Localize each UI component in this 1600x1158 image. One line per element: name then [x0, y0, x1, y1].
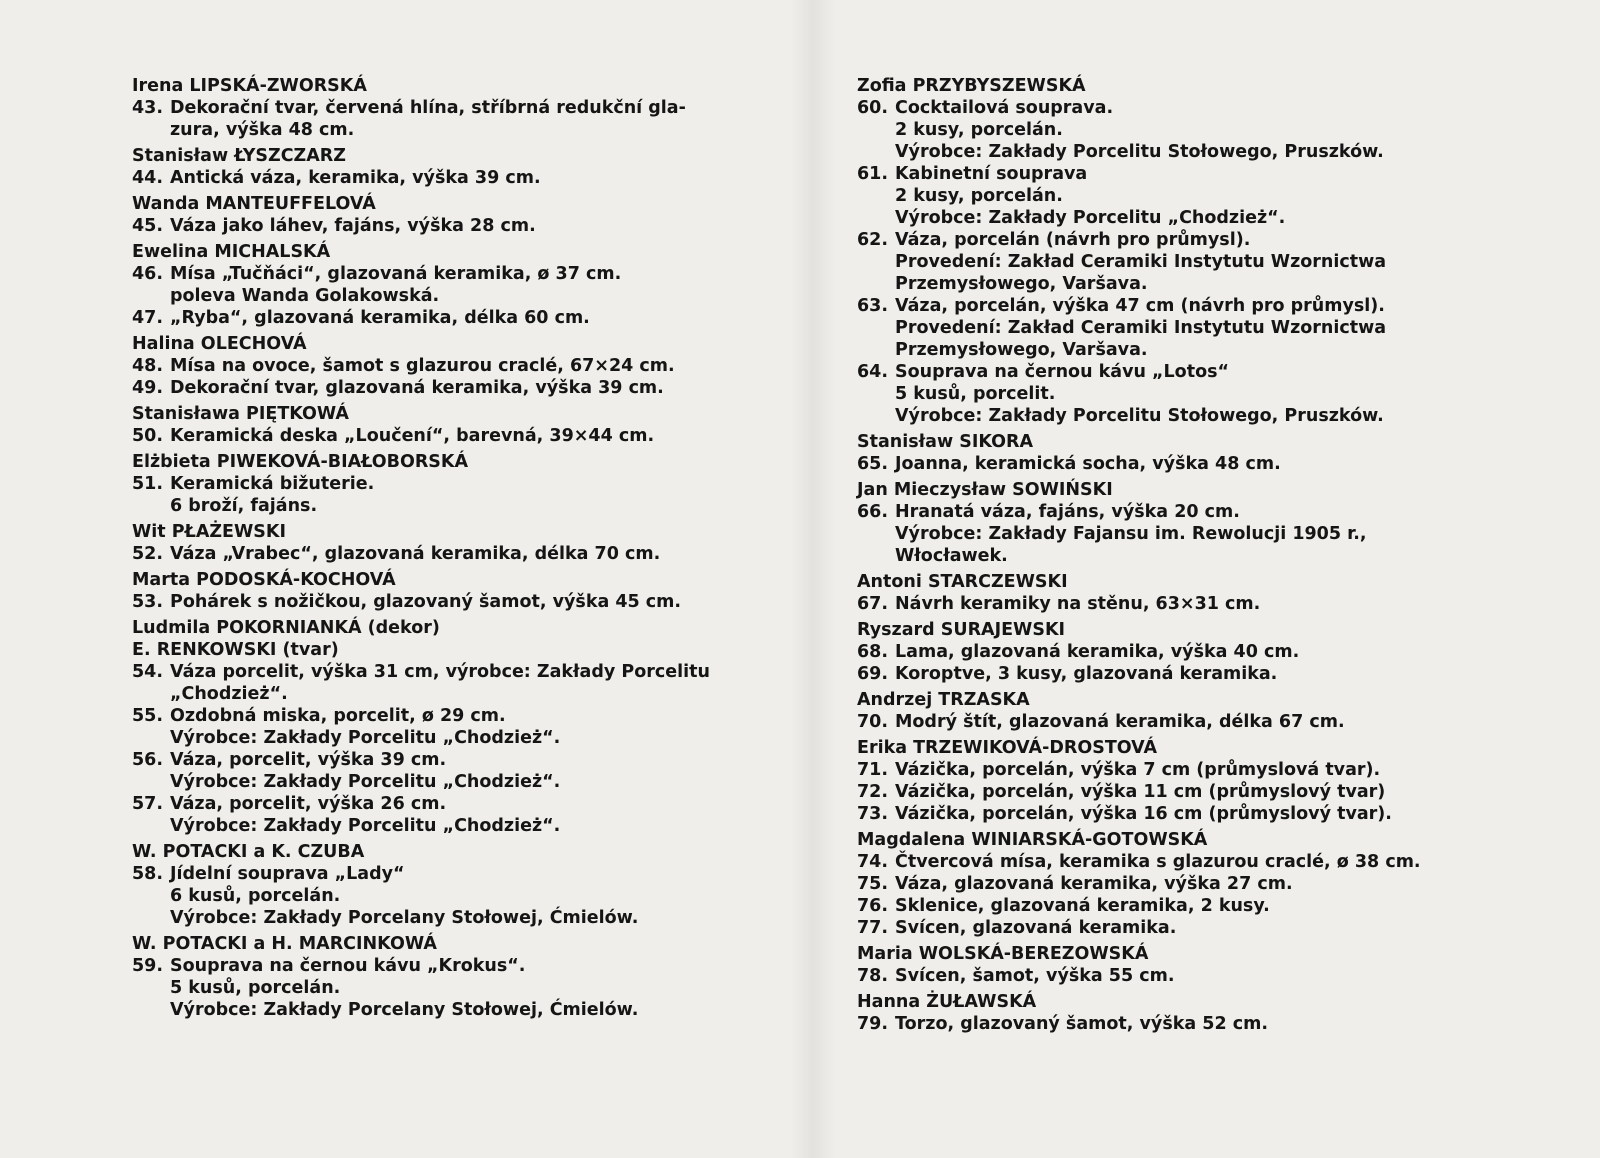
entry-number: 50. — [132, 426, 164, 446]
entry-number: 49. — [132, 378, 164, 398]
artist-name: Stanisława PIĘTKOWÁ — [132, 404, 349, 424]
entry-continuation: Provedení: Zakład Ceramiki Instytutu Wzornictwa — [895, 252, 1387, 272]
artist-name: Jan Mieczysław SOWIŃSKI — [857, 480, 1113, 500]
entry-number: 61. — [857, 164, 889, 184]
catalog-entry — [132, 97, 772, 141]
artist-name: Ryszard SURAJEWSKI — [857, 620, 1066, 640]
artist-name: Maria WOLSKÁ-BEREZOWSKÁ — [857, 944, 1149, 964]
artist-name: Stanisław ŁYSZCZARZ — [132, 146, 346, 166]
entry-number: 71. — [857, 760, 889, 780]
entry-text: „Ryba“, glazovaná keramika, délka 60 cm. — [170, 308, 590, 328]
entry-number: 46. — [132, 264, 164, 284]
catalog-entry — [857, 501, 1497, 567]
entry-continuation: 2 kusy, porcelán. — [895, 186, 1063, 206]
entry-first-line — [857, 97, 1497, 119]
artist-name: Irena LIPSKÁ-ZWORSKÁ — [132, 76, 367, 96]
entry-continuation: Výrobce: Zakłady Porcelitu Stołowego, Pruszków. — [895, 406, 1384, 426]
entry-number: 62. — [857, 230, 889, 250]
catalog-entry — [857, 361, 1497, 427]
catalog-entry — [857, 895, 1497, 917]
entry-continuation: Výrobce: Zakłady Porcelitu Stołowego, Pruszków. — [895, 142, 1384, 162]
artist-name: Erika TRZEWIKOVÁ-DROSTOVÁ — [857, 738, 1158, 758]
entry-text: Kabinetní souprava — [895, 164, 1088, 184]
entry-number: 75. — [857, 874, 889, 894]
entry-number: 64. — [857, 362, 889, 382]
artist-name: Magdalena WINIARSKÁ-GOTOWSKÁ — [857, 830, 1208, 850]
entry-text: Souprava na černou kávu „Lotos“ — [895, 362, 1230, 382]
entry-first-line — [132, 167, 772, 189]
entry-first-line — [857, 781, 1497, 803]
artist-name: Marta PODOSKÁ-KOCHOVÁ — [132, 570, 396, 590]
catalog-entry — [857, 803, 1497, 825]
entry-first-line — [857, 501, 1497, 523]
catalog-entry — [857, 851, 1497, 873]
entry-text: Mísa na ovoce, šamot s glazurou craclé, 67×24 cm. — [170, 356, 675, 376]
entry-number: 77. — [857, 918, 889, 938]
entry-number: 78. — [857, 966, 889, 986]
artist-name: Zofia PRZYBYSZEWSKÁ — [857, 76, 1086, 96]
entry-first-line — [857, 593, 1497, 615]
artist-name: Wanda MANTEUFFELOVÁ — [132, 194, 376, 214]
entry-first-line — [857, 1013, 1497, 1035]
catalog-entry — [857, 965, 1497, 987]
entry-number: 70. — [857, 712, 889, 732]
entry-first-line — [132, 749, 772, 771]
entry-number: 45. — [132, 216, 164, 236]
entry-first-line — [132, 307, 772, 329]
entry-text: Vázička, porcelán, výška 16 cm (průmyslový tvar). — [895, 804, 1392, 824]
entry-first-line — [132, 355, 772, 377]
catalog-entry — [857, 873, 1497, 895]
entry-number: 47. — [132, 308, 164, 328]
entry-text: Modrý štít, glazovaná keramika, délka 67 cm. — [895, 712, 1345, 732]
catalog-entry — [132, 793, 772, 837]
entry-continuation: Przemysłowego, Varšava. — [895, 340, 1148, 360]
entry-number: 60. — [857, 98, 889, 118]
catalog-entry — [857, 97, 1497, 163]
entry-number: 58. — [132, 864, 164, 884]
entry-text: Váza, porcelán (návrh pro průmysl). — [895, 230, 1251, 250]
entry-number: 53. — [132, 592, 164, 612]
entry-first-line — [132, 705, 772, 727]
entry-first-line — [857, 711, 1497, 733]
entry-text: Svícen, šamot, výška 55 cm. — [895, 966, 1175, 986]
entry-first-line — [857, 641, 1497, 663]
entry-text: Váza porcelit, výška 31 cm, výrobce: Zakłady Porcelitu — [170, 662, 710, 682]
entry-text: Váza jako láhev, fajáns, výška 28 cm. — [170, 216, 536, 236]
entry-first-line — [857, 965, 1497, 987]
entry-first-line — [132, 591, 772, 613]
entry-text: Váza „Vrabec“, glazovaná keramika, délka 70 cm. — [170, 544, 661, 564]
entry-continuation: Výrobce: Zakłady Porcelitu „Chodzież“. — [895, 208, 1286, 228]
artist-name: W. POTACKI a H. MARCINKOWÁ — [132, 934, 437, 954]
artist-name: Elżbieta PIWEKOVÁ-BIAŁOBORSKÁ — [132, 452, 469, 472]
entry-continuation: 5 kusů, porcelit. — [895, 384, 1056, 404]
entry-text: Sklenice, glazovaná keramika, 2 kusy. — [895, 896, 1270, 916]
left-column — [132, 75, 772, 1021]
entry-first-line — [857, 663, 1497, 685]
catalog-entry — [132, 863, 772, 929]
catalog-entry — [857, 759, 1497, 781]
catalog-entry — [132, 167, 772, 189]
entry-continuation: Výrobce: Zakłady Porcelitu „Chodzież“. — [170, 728, 561, 748]
entry-text: Dekorační tvar, červená hlína, stříbrná redukční gla- — [170, 98, 686, 118]
entry-text: Lama, glazovaná keramika, výška 40 cm. — [895, 642, 1300, 662]
catalog-entry — [857, 663, 1497, 685]
entry-continuation: Výrobce: Zakłady Porcelany Stołowej, Ćmielów. — [170, 1000, 639, 1020]
entry-number: 79. — [857, 1014, 889, 1034]
entry-first-line — [132, 661, 772, 683]
entry-first-line — [132, 97, 772, 119]
entry-text: Váza, glazovaná keramika, výška 27 cm. — [895, 874, 1293, 894]
entry-number: 56. — [132, 750, 164, 770]
catalog-entry — [132, 473, 772, 517]
artist-name: Hanna ŻUŁAWSKÁ — [857, 992, 1037, 1012]
entry-first-line — [132, 543, 772, 565]
catalog-entry — [857, 641, 1497, 663]
catalog-entry — [132, 749, 772, 793]
entry-continuation: Włocławek. — [895, 546, 1008, 566]
catalog-entry — [857, 593, 1497, 615]
entry-continuation: poleva Wanda Golakowská. — [170, 286, 440, 306]
artist-name: Antoni STARCZEWSKI — [857, 572, 1068, 592]
entry-number: 73. — [857, 804, 889, 824]
catalog-entry — [132, 955, 772, 1021]
entry-number: 67. — [857, 594, 889, 614]
entry-continuation: „Chodzież“. — [170, 684, 288, 704]
entry-first-line — [857, 917, 1497, 939]
entry-first-line — [132, 215, 772, 237]
page-gutter — [790, 0, 836, 1158]
entry-continuation: Výrobce: Zakłady Porcelany Stołowej, Ćmielów. — [170, 908, 639, 928]
entry-continuation: Výrobce: Zakłady Porcelitu „Chodzież“. — [170, 772, 561, 792]
artist-name: Ludmila POKORNIANKÁ (dekor) — [132, 618, 440, 638]
entry-number: 69. — [857, 664, 889, 684]
entry-text: Mísa „Tučňáci“, glazovaná keramika, ø 37 cm. — [170, 264, 622, 284]
entry-number: 55. — [132, 706, 164, 726]
entry-first-line — [132, 425, 772, 447]
entry-first-line — [857, 229, 1497, 251]
entry-number: 65. — [857, 454, 889, 474]
entry-first-line — [857, 803, 1497, 825]
entry-text: Hranatá váza, fajáns, výška 20 cm. — [895, 502, 1240, 522]
entry-text: Torzo, glazovaný šamot, výška 52 cm. — [895, 1014, 1268, 1034]
entry-first-line — [132, 955, 772, 977]
entry-number: 43. — [132, 98, 164, 118]
entry-number: 63. — [857, 296, 889, 316]
entry-number: 52. — [132, 544, 164, 564]
entry-first-line — [857, 361, 1497, 383]
entry-text: Keramická deska „Loučení“, barevná, 39×44 cm. — [170, 426, 655, 446]
catalog-entry — [132, 543, 772, 565]
entry-number: 57. — [132, 794, 164, 814]
artist-name: Ewelina MICHALSKÁ — [132, 242, 331, 262]
entry-first-line — [132, 793, 772, 815]
entry-number: 59. — [132, 956, 164, 976]
catalog-entry — [857, 163, 1497, 229]
entry-first-line — [857, 295, 1497, 317]
catalog-entry — [132, 263, 772, 307]
catalog-entry — [857, 781, 1497, 803]
entry-number: 54. — [132, 662, 164, 682]
entry-text: Jídelní souprava „Lady“ — [170, 864, 405, 884]
catalog-entry — [132, 355, 772, 377]
entry-first-line — [132, 863, 772, 885]
entry-text: Keramická bižuterie. — [170, 474, 375, 494]
entry-text: Vázička, porcelán, výška 11 cm (průmyslový tvar) — [895, 782, 1386, 802]
entry-text: Ozdobná miska, porcelit, ø 29 cm. — [170, 706, 506, 726]
entry-text: Koroptve, 3 kusy, glazovaná keramika. — [895, 664, 1278, 684]
entry-first-line — [132, 473, 772, 495]
entry-first-line — [132, 263, 772, 285]
entry-first-line — [857, 851, 1497, 873]
entry-text: Váza, porcelán, výška 47 cm (návrh pro průmysl). — [895, 296, 1385, 316]
entry-continuation: Provedení: Zakład Ceramiki Instytutu Wzornictwa — [895, 318, 1387, 338]
entry-number: 66. — [857, 502, 889, 522]
entry-first-line — [857, 895, 1497, 917]
catalog-entry — [132, 591, 772, 613]
entry-continuation: 6 kusů, porcelán. — [170, 886, 341, 906]
entry-continuation: 2 kusy, porcelán. — [895, 120, 1063, 140]
entry-number: 51. — [132, 474, 164, 494]
entry-number: 68. — [857, 642, 889, 662]
artist-name: W. POTACKI a K. CZUBA — [132, 842, 365, 862]
entry-text: Joanna, keramická socha, výška 48 cm. — [895, 454, 1281, 474]
catalog-entry — [132, 705, 772, 749]
catalog-entry — [857, 295, 1497, 361]
catalog-entry — [857, 1013, 1497, 1035]
catalog-entry — [132, 307, 772, 329]
catalog-entry — [132, 377, 772, 399]
artist-name: Halina OLECHOVÁ — [132, 334, 307, 354]
entry-text: Cocktailová souprava. — [895, 98, 1114, 118]
entry-text: Návrh keramiky na stěnu, 63×31 cm. — [895, 594, 1261, 614]
entry-continuation: 5 kusů, porcelán. — [170, 978, 341, 998]
entry-number: 44. — [132, 168, 164, 188]
entry-continuation: Výrobce: Zakłady Fajansu im. Rewolucji 1905 r., — [895, 524, 1367, 544]
catalog-entry — [857, 453, 1497, 475]
entry-text: Vázička, porcelán, výška 7 cm (průmyslová tvar). — [895, 760, 1381, 780]
entry-text: Pohárek s nožičkou, glazovaný šamot, výška 45 cm. — [170, 592, 682, 612]
catalog-entry — [132, 215, 772, 237]
entry-first-line — [857, 873, 1497, 895]
entry-text: Váza, porcelit, výška 39 cm. — [170, 750, 447, 770]
catalog-entry — [857, 229, 1497, 295]
entry-text: Čtvercová mísa, keramika s glazurou craclé, ø 38 cm. — [895, 852, 1421, 872]
catalog-entry — [132, 425, 772, 447]
entry-continuation: Výrobce: Zakłady Porcelitu „Chodzież“. — [170, 816, 561, 836]
entry-first-line — [132, 377, 772, 399]
artist-name: Stanisław SIKORA — [857, 432, 1033, 452]
entry-number: 48. — [132, 356, 164, 376]
entry-continuation: 6 broží, fajáns. — [170, 496, 318, 516]
entry-text: Váza, porcelit, výška 26 cm. — [170, 794, 447, 814]
entry-number: 72. — [857, 782, 889, 802]
entry-text: Souprava na černou kávu „Krokus“. — [170, 956, 526, 976]
entry-first-line — [857, 163, 1497, 185]
entry-number: 74. — [857, 852, 889, 872]
catalog-entry — [857, 917, 1497, 939]
entry-first-line — [857, 759, 1497, 781]
entry-continuation: zura, výška 48 cm. — [170, 120, 355, 140]
catalog-entry — [857, 711, 1497, 733]
artist-name: Andrzej TRZASKA — [857, 690, 1030, 710]
entry-continuation: Przemysłowego, Varšava. — [895, 274, 1148, 294]
artist-name: Wit PŁAŻEWSKI — [132, 522, 286, 542]
entry-text: Antická váza, keramika, výška 39 cm. — [170, 168, 541, 188]
entry-number: 76. — [857, 896, 889, 916]
artist-name: E. RENKOWSKI (tvar) — [132, 640, 339, 660]
entry-text: Svícen, glazovaná keramika. — [895, 918, 1177, 938]
entry-first-line — [857, 453, 1497, 475]
right-column — [857, 75, 1497, 1035]
catalog-entry — [132, 661, 772, 705]
entry-text: Dekorační tvar, glazovaná keramika, výška 39 cm. — [170, 378, 664, 398]
